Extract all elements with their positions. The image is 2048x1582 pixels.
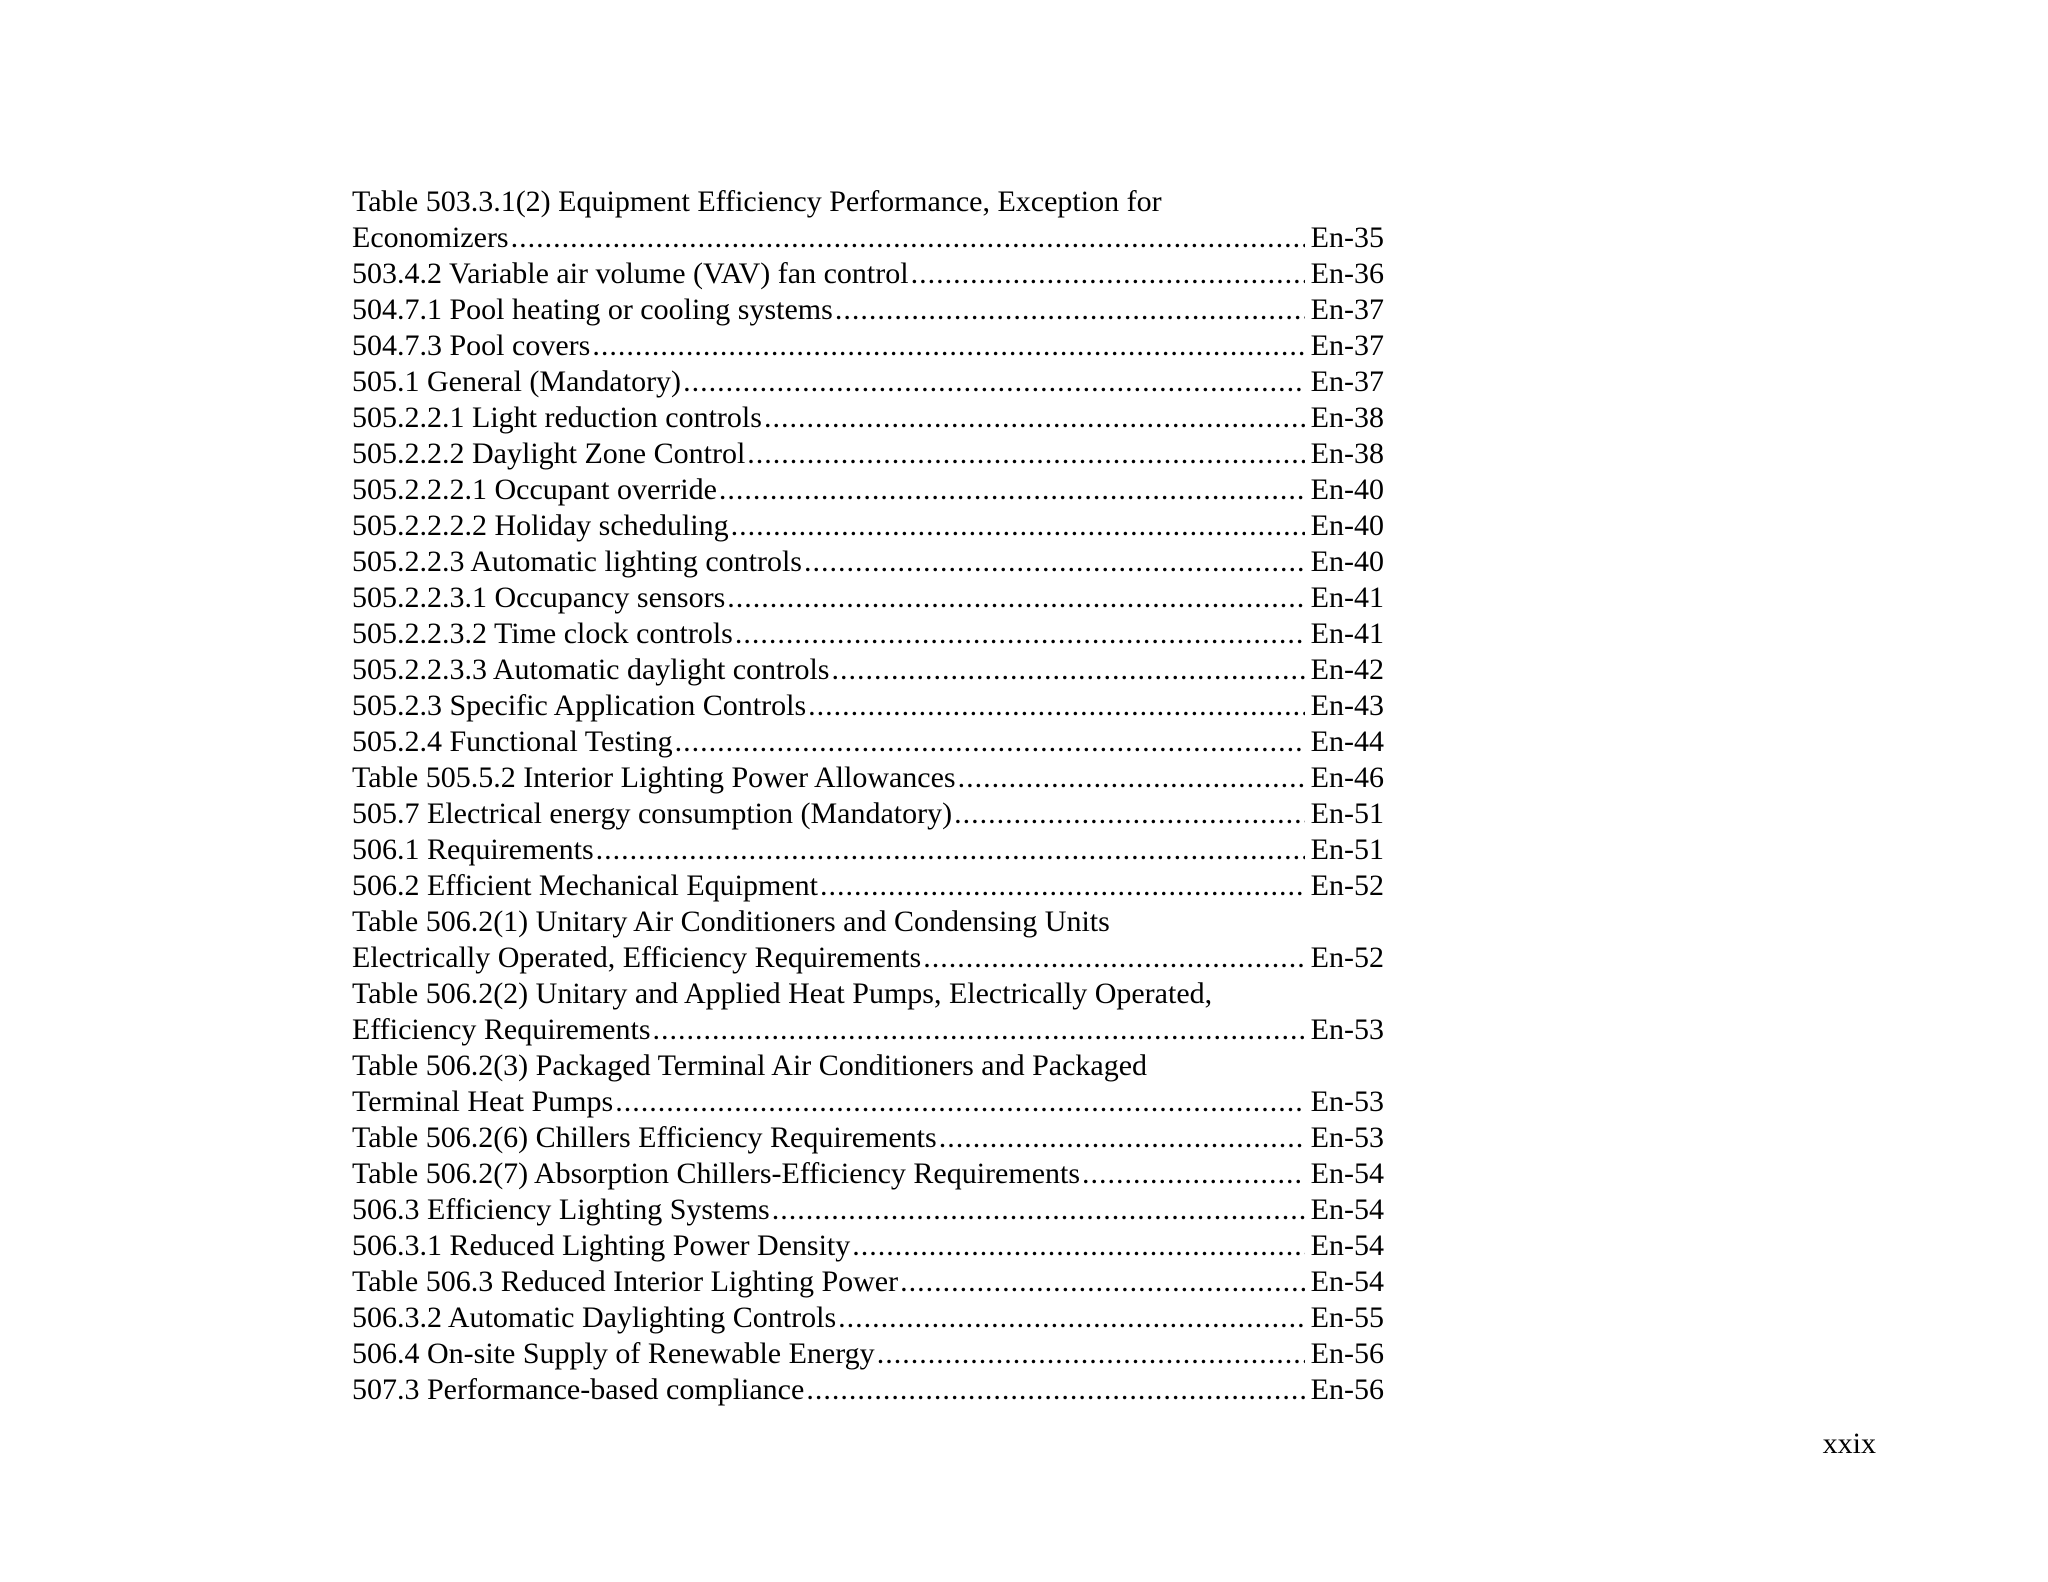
- toc-page-ref[interactable]: En-53: [1310, 1121, 1384, 1154]
- toc-entry-line: [352, 1012, 1384, 1048]
- toc-page-ref[interactable]: En-52: [1310, 941, 1384, 974]
- dot-leader: [877, 1336, 1305, 1372]
- toc-entry[interactable]: [352, 1300, 1384, 1336]
- dot-leader: [772, 1192, 1305, 1228]
- dot-leader: [923, 940, 1304, 976]
- toc-page-ref[interactable]: En-40: [1310, 509, 1384, 542]
- table-of-contents: [352, 184, 1384, 1408]
- toc-page-ref[interactable]: En-52: [1310, 869, 1384, 902]
- dot-leader: [852, 1228, 1304, 1264]
- toc-page-ref[interactable]: En-37: [1310, 293, 1384, 326]
- toc-entry-line: [352, 940, 1384, 976]
- toc-page-ref[interactable]: En-51: [1310, 797, 1384, 830]
- toc-entry-line: [352, 1228, 1384, 1264]
- toc-entry-line: [352, 1336, 1384, 1372]
- toc-entry[interactable]: [352, 544, 1384, 580]
- dot-leader: [911, 256, 1305, 292]
- dot-leader: [954, 796, 1305, 832]
- toc-entry-title: Efficiency Requirements: [352, 1013, 651, 1046]
- toc-entry-line: [352, 832, 1384, 868]
- toc-entry-title: 505.2.2.1 Light reduction controls: [352, 401, 762, 434]
- toc-entry[interactable]: [352, 652, 1384, 688]
- toc-entry[interactable]: [352, 400, 1384, 436]
- toc-entry-line: [352, 904, 1384, 940]
- toc-entry-line: [352, 256, 1384, 292]
- toc-entry-line: [352, 1156, 1384, 1192]
- toc-entry-title: Table 506.3 Reduced Interior Lighting Power: [352, 1265, 899, 1298]
- toc-entry[interactable]: [352, 1156, 1384, 1192]
- toc-entry-line: [352, 1192, 1384, 1228]
- toc-entry[interactable]: [352, 1372, 1384, 1408]
- toc-entry-title: 505.2.4 Functional Testing: [352, 725, 673, 758]
- dot-leader: [835, 292, 1305, 328]
- toc-entry-line: [352, 544, 1384, 580]
- toc-entry-title: Terminal Heat Pumps: [352, 1085, 614, 1118]
- dot-leader: [820, 868, 1305, 904]
- toc-entry-title: Economizers: [352, 221, 509, 254]
- toc-page-ref[interactable]: En-36: [1310, 257, 1384, 290]
- toc-page-ref[interactable]: En-56: [1310, 1337, 1384, 1370]
- toc-page-ref[interactable]: En-40: [1310, 545, 1384, 578]
- toc-entry[interactable]: [352, 1228, 1384, 1264]
- toc-entry[interactable]: [352, 292, 1384, 328]
- toc-entry-title: 506.3.2 Automatic Daylighting Controls: [352, 1301, 837, 1334]
- toc-entry-title: Table 506.2(2) Unitary and Applied Heat Pumps, Electrically Operated,: [352, 977, 1213, 1010]
- toc-entry-line: [352, 184, 1384, 220]
- toc-entry-title: Table 506.2(3) Packaged Terminal Air Conditioners and Packaged: [352, 1049, 1148, 1082]
- toc-entry-title: 505.2.2.3.3 Automatic daylight controls: [352, 653, 830, 686]
- toc-entry-title: 505.2.2.3.2 Time clock controls: [352, 617, 733, 650]
- toc-entry-line: [352, 1120, 1384, 1156]
- toc-entry-title: 503.4.2 Variable air volume (VAV) fan control: [352, 257, 909, 290]
- dot-leader: [838, 1300, 1305, 1336]
- toc-entry-line: [352, 364, 1384, 400]
- toc-page-ref[interactable]: En-37: [1310, 365, 1384, 398]
- toc-entry-title: Electrically Operated, Efficiency Requirements: [352, 941, 922, 974]
- toc-entry-line: [352, 688, 1384, 724]
- toc-page-ref[interactable]: En-54: [1310, 1157, 1384, 1190]
- toc-entry-title: 505.2.2.3 Automatic lighting controls: [352, 545, 802, 578]
- dot-leader: [808, 688, 1305, 724]
- dot-leader: [719, 472, 1305, 508]
- toc-entry-title: 505.1 General (Mandatory): [352, 365, 682, 398]
- toc-entry-title: 506.2 Efficient Mechanical Equipment: [352, 869, 818, 902]
- dot-leader: [1082, 1156, 1305, 1192]
- toc-entry-title: Table 505.5.2 Interior Lighting Power Allowances: [352, 761, 956, 794]
- toc-entry[interactable]: [352, 904, 1384, 976]
- toc-entry-line: [352, 868, 1384, 904]
- dot-leader: [592, 328, 1304, 364]
- toc-entry-title: Table 506.2(6) Chillers Efficiency Requirements: [352, 1121, 937, 1154]
- toc-entry-line: [352, 652, 1384, 688]
- toc-entry-title: 505.2.3 Specific Application Controls: [352, 689, 807, 722]
- toc-entry-title: 505.2.2.3.1 Occupancy sensors: [352, 581, 726, 614]
- toc-page-ref[interactable]: En-54: [1310, 1193, 1384, 1226]
- toc-entry[interactable]: [352, 436, 1384, 472]
- toc-entry[interactable]: [352, 364, 1384, 400]
- toc-page-ref[interactable]: En-51: [1310, 833, 1384, 866]
- toc-entry[interactable]: [352, 1120, 1384, 1156]
- toc-entry-line: [352, 1300, 1384, 1336]
- toc-entry-line: [352, 1084, 1384, 1120]
- toc-entry-line: [352, 508, 1384, 544]
- toc-page-ref[interactable]: En-38: [1310, 401, 1384, 434]
- toc-entry[interactable]: [352, 184, 1384, 256]
- toc-entry-title: 505.2.2.2 Daylight Zone Control: [352, 437, 746, 470]
- dot-leader: [615, 1084, 1304, 1120]
- dot-leader: [731, 508, 1305, 544]
- toc-entry[interactable]: [352, 688, 1384, 724]
- toc-entry[interactable]: [352, 760, 1384, 796]
- toc-entry[interactable]: [352, 724, 1384, 760]
- dot-leader: [653, 1012, 1305, 1048]
- toc-entry-line: [352, 472, 1384, 508]
- toc-entry[interactable]: [352, 472, 1384, 508]
- toc-entry-line: [352, 1264, 1384, 1300]
- toc-entry[interactable]: [352, 616, 1384, 652]
- toc-entry-title: 505.2.2.2.2 Holiday scheduling: [352, 509, 729, 542]
- toc-entry-title: 506.3.1 Reduced Lighting Power Density: [352, 1229, 851, 1262]
- toc-page-ref[interactable]: En-40: [1310, 473, 1384, 506]
- toc-entry[interactable]: [352, 1336, 1384, 1372]
- toc-entry-line: [352, 580, 1384, 616]
- toc-page-ref[interactable]: En-55: [1310, 1301, 1384, 1334]
- dot-leader: [939, 1120, 1305, 1156]
- dot-leader: [806, 1372, 1304, 1408]
- toc-entry-title: 507.3 Performance-based compliance: [352, 1373, 805, 1406]
- toc-entry[interactable]: [352, 1192, 1384, 1228]
- toc-entry-line: [352, 292, 1384, 328]
- toc-entry[interactable]: [352, 256, 1384, 292]
- toc-entry-title: 504.7.3 Pool covers: [352, 329, 591, 362]
- toc-page-ref[interactable]: En-35: [1310, 221, 1384, 254]
- toc-entry[interactable]: [352, 796, 1384, 832]
- dot-leader: [900, 1264, 1305, 1300]
- toc-entry[interactable]: [352, 1048, 1384, 1120]
- dot-leader: [675, 724, 1305, 760]
- toc-page-ref[interactable]: En-46: [1310, 761, 1384, 794]
- toc-entry[interactable]: [352, 832, 1384, 868]
- dot-leader: [735, 616, 1305, 652]
- toc-page-ref[interactable]: En-44: [1310, 725, 1384, 758]
- toc-entry-line: [352, 220, 1384, 256]
- toc-entry-line: [352, 976, 1384, 1012]
- toc-entry-title: Table 506.2(1) Unitary Air Conditioners and Condensing Units: [352, 905, 1110, 938]
- toc-entry[interactable]: [352, 580, 1384, 616]
- toc-entry-line: [352, 328, 1384, 364]
- toc-page-ref[interactable]: En-38: [1310, 437, 1384, 470]
- toc-entry-line: [352, 1372, 1384, 1408]
- toc-entry[interactable]: [352, 1264, 1384, 1300]
- toc-page-ref[interactable]: En-54: [1310, 1229, 1384, 1262]
- toc-entry[interactable]: [352, 508, 1384, 544]
- toc-page-ref[interactable]: En-37: [1310, 329, 1384, 362]
- toc-entry-title: 506.3 Efficiency Lighting Systems: [352, 1193, 770, 1226]
- toc-entry-title: 506.1 Requirements: [352, 833, 594, 866]
- toc-entry-line: [352, 1048, 1384, 1084]
- dot-leader: [511, 220, 1305, 256]
- dot-leader: [683, 364, 1305, 400]
- dot-leader: [831, 652, 1304, 688]
- toc-entry-line: [352, 400, 1384, 436]
- page-number: xxix: [1822, 1427, 1876, 1460]
- dot-leader: [804, 544, 1305, 580]
- toc-page-ref[interactable]: En-54: [1310, 1265, 1384, 1298]
- toc-entry-line: [352, 724, 1384, 760]
- dot-leader: [958, 760, 1305, 796]
- toc-entry-title: Table 506.2(7) Absorption Chillers-Efficiency Requirements: [352, 1157, 1081, 1190]
- dot-leader: [596, 832, 1305, 868]
- toc-entry-title: 506.4 On-site Supply of Renewable Energy: [352, 1337, 875, 1370]
- toc-page-ref[interactable]: En-43: [1310, 689, 1384, 722]
- toc-page-ref[interactable]: En-53: [1310, 1085, 1384, 1118]
- toc-entry[interactable]: [352, 868, 1384, 904]
- toc-page-ref[interactable]: En-42: [1310, 653, 1384, 686]
- toc-page-ref[interactable]: En-41: [1310, 581, 1384, 614]
- toc-page-ref[interactable]: En-53: [1310, 1013, 1384, 1046]
- toc-entry-line: [352, 616, 1384, 652]
- toc-entry-title: 504.7.1 Pool heating or cooling systems: [352, 293, 833, 326]
- toc-entry[interactable]: [352, 328, 1384, 364]
- dot-leader: [747, 436, 1304, 472]
- dot-leader: [727, 580, 1304, 616]
- toc-page-ref[interactable]: En-41: [1310, 617, 1384, 650]
- toc-entry-line: [352, 760, 1384, 796]
- toc-entry-title: Table 503.3.1(2) Equipment Efficiency Performance, Exception for: [352, 185, 1162, 218]
- toc-page-ref[interactable]: En-56: [1310, 1373, 1384, 1406]
- toc-entry-title: 505.2.2.2.1 Occupant override: [352, 473, 717, 506]
- toc-entry-title: 505.7 Electrical energy consumption (Mandatory): [352, 797, 953, 830]
- toc-entry-line: [352, 796, 1384, 832]
- dot-leader: [764, 400, 1305, 436]
- toc-entry-line: [352, 436, 1384, 472]
- toc-entry[interactable]: [352, 976, 1384, 1048]
